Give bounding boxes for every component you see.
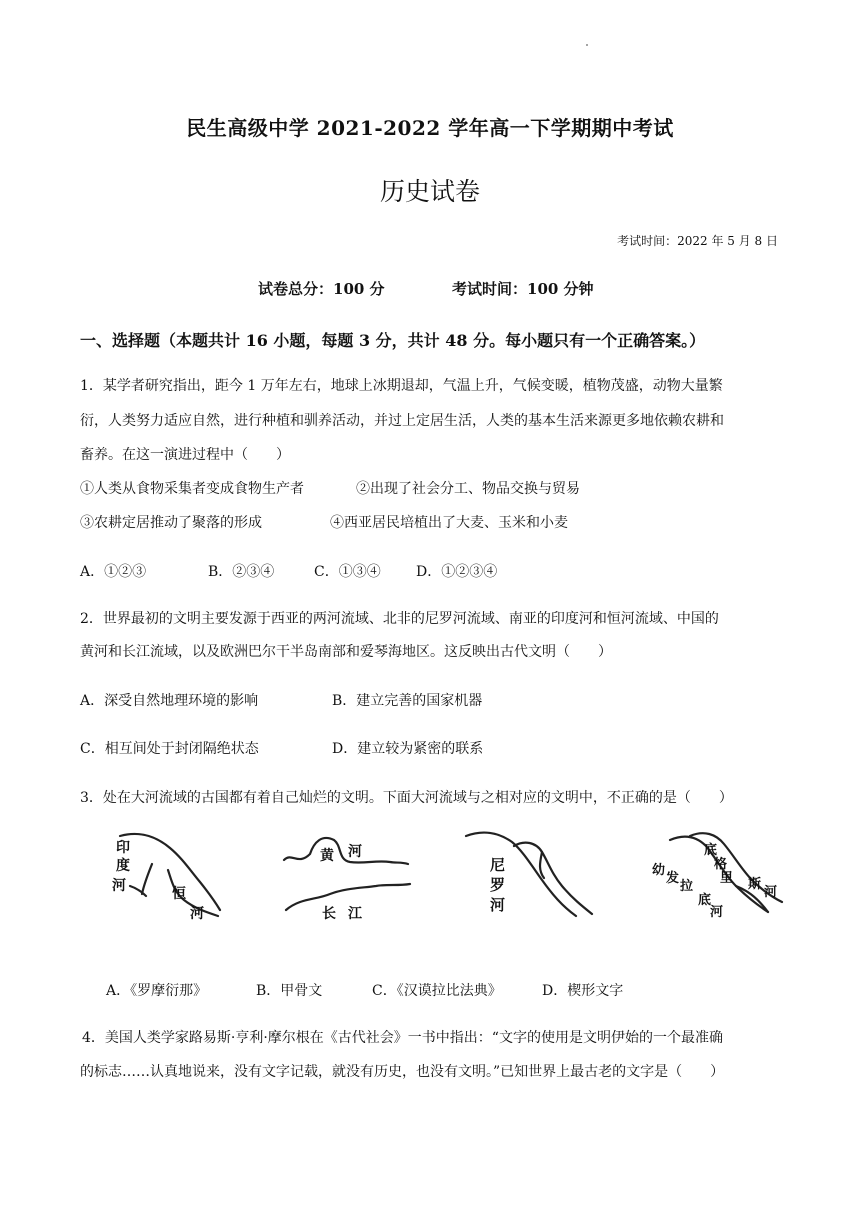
map4-label-he: 河 <box>710 905 724 920</box>
map3-label-he: 河 <box>490 896 506 914</box>
map1-label-he: 河 <box>112 878 126 894</box>
map4-label-si: 斯 <box>748 877 762 892</box>
q2-stem-line2: 黄河和长江流域，以及欧洲巴尔干半岛南部和爱琴海地区。这反映出古代文明（ ） <box>80 644 612 660</box>
map2-label-chang: 长 <box>322 906 336 922</box>
q1-stem-line2: 衍，人类努力适应自然，进行种植和驯养活动，并过上定居生活，人类的基本生活来源更多地依赖农耕和 <box>80 413 724 429</box>
q1-statement-2: ②出现了社会分工、物品交换与贸易 <box>356 481 580 497</box>
school-title: 民生高级中学 2021-2022 学年高一下学期期中考试 <box>186 116 674 140</box>
q3-stem: 3．处在大河流域的古国都有着自己灿烂的文明。下面大河流域与之相对应的文明中，不正确的是（ ） <box>80 790 733 806</box>
map1-label-yin: 印 <box>116 840 130 856</box>
map4-label-you: 幼 <box>652 863 666 878</box>
q3-option-a[interactable]: A．《罗摩衍那》 <box>106 983 208 999</box>
q3-option-b[interactable]: B．甲骨文 <box>256 983 323 999</box>
map1-label-du: 度 <box>116 858 130 874</box>
exam-duration: 考试时间：100 分钟 <box>452 280 594 298</box>
map-euphrates-tigris <box>650 826 790 926</box>
exam-date: 考试时间：2022 年 5 月 8 日 <box>617 234 778 248</box>
map4-label-he2: 河 <box>764 885 778 900</box>
q4-stem-line1: 4．美国人类学家路易斯·亨利·摩尔根在《古代社会》一书中指出：“文字的使用是文明伊始的一个最准确 <box>82 1030 723 1046</box>
map4-label-la: 拉 <box>680 879 694 894</box>
map1-label-he2: 河 <box>190 906 204 922</box>
q2-stem-line1: 2．世界最初的文明主要发源于西亚的两河流域、北非的尼罗河流域、南亚的印度河和恒河流域、中国的 <box>80 611 719 627</box>
map4-label-di: 底 <box>698 893 712 908</box>
map-yellow-yangtze <box>276 826 416 926</box>
map4-label-di2: 底 <box>704 843 718 858</box>
q1-option-b[interactable]: B．②③④ <box>208 564 275 580</box>
map1-label-heng: 恒 <box>172 886 186 902</box>
map3-label-ni: 尼 <box>490 856 506 874</box>
q3-option-d[interactable]: D．楔形文字 <box>542 983 624 999</box>
q1-statement-3: ③农耕定居推动了聚落的形成 <box>80 515 262 531</box>
map2-label-jiang: 江 <box>348 906 362 922</box>
scan-dot <box>586 44 588 46</box>
q2-option-c[interactable]: C．相互间处于封闭隔绝状态 <box>80 741 259 757</box>
section-heading: 一、选择题（本题共计 16 小题，每题 3 分，共计 48 分。每小题只有一个正确答案。） <box>80 331 706 350</box>
q1-option-a[interactable]: A．①②③ <box>80 564 147 580</box>
map-nile <box>462 826 602 926</box>
q1-statement-4: ④西亚居民培植出了大麦、玉米和小麦 <box>330 515 568 531</box>
q1-option-d[interactable]: D．①②③④ <box>416 564 498 580</box>
map-indus-ganges <box>102 826 232 926</box>
q4-stem-line2: 的标志……认真地说来，没有文字记载，就没有历史，也没有文明。”已知世界上最古老的文字是（ ） <box>80 1064 725 1080</box>
q2-option-a[interactable]: A．深受自然地理环境的影响 <box>80 693 259 709</box>
subject-title: 历史试卷 <box>379 177 480 206</box>
q1-stem-line1: 1．某学者研究指出，距今 1 万年左右，地球上冰期退却，气温上升，气候变暖，植物茂盛，动物大量繁 <box>80 378 723 394</box>
map4-label-li: 里 <box>720 871 734 886</box>
map3-label-luo: 罗 <box>490 876 506 894</box>
q1-stem-line3: 畜养。在这一演进过程中（ ） <box>80 447 290 463</box>
q2-option-d[interactable]: D．建立较为紧密的联系 <box>332 741 484 757</box>
q1-option-c[interactable]: C．①③④ <box>314 564 381 580</box>
q2-option-b[interactable]: B．建立完善的国家机器 <box>332 693 483 709</box>
map4-label-fa: 发 <box>666 871 680 886</box>
total-score: 试卷总分：100 分 <box>258 280 385 298</box>
map2-label-he: 河 <box>348 844 362 860</box>
map4-label-ge: 格 <box>714 857 728 872</box>
map2-label-huang: 黄 <box>320 848 334 864</box>
q1-statement-1: ①人类从食物采集者变成食物生产者 <box>80 481 304 497</box>
q3-option-c[interactable]: C．《汉谟拉比法典》 <box>372 983 502 999</box>
